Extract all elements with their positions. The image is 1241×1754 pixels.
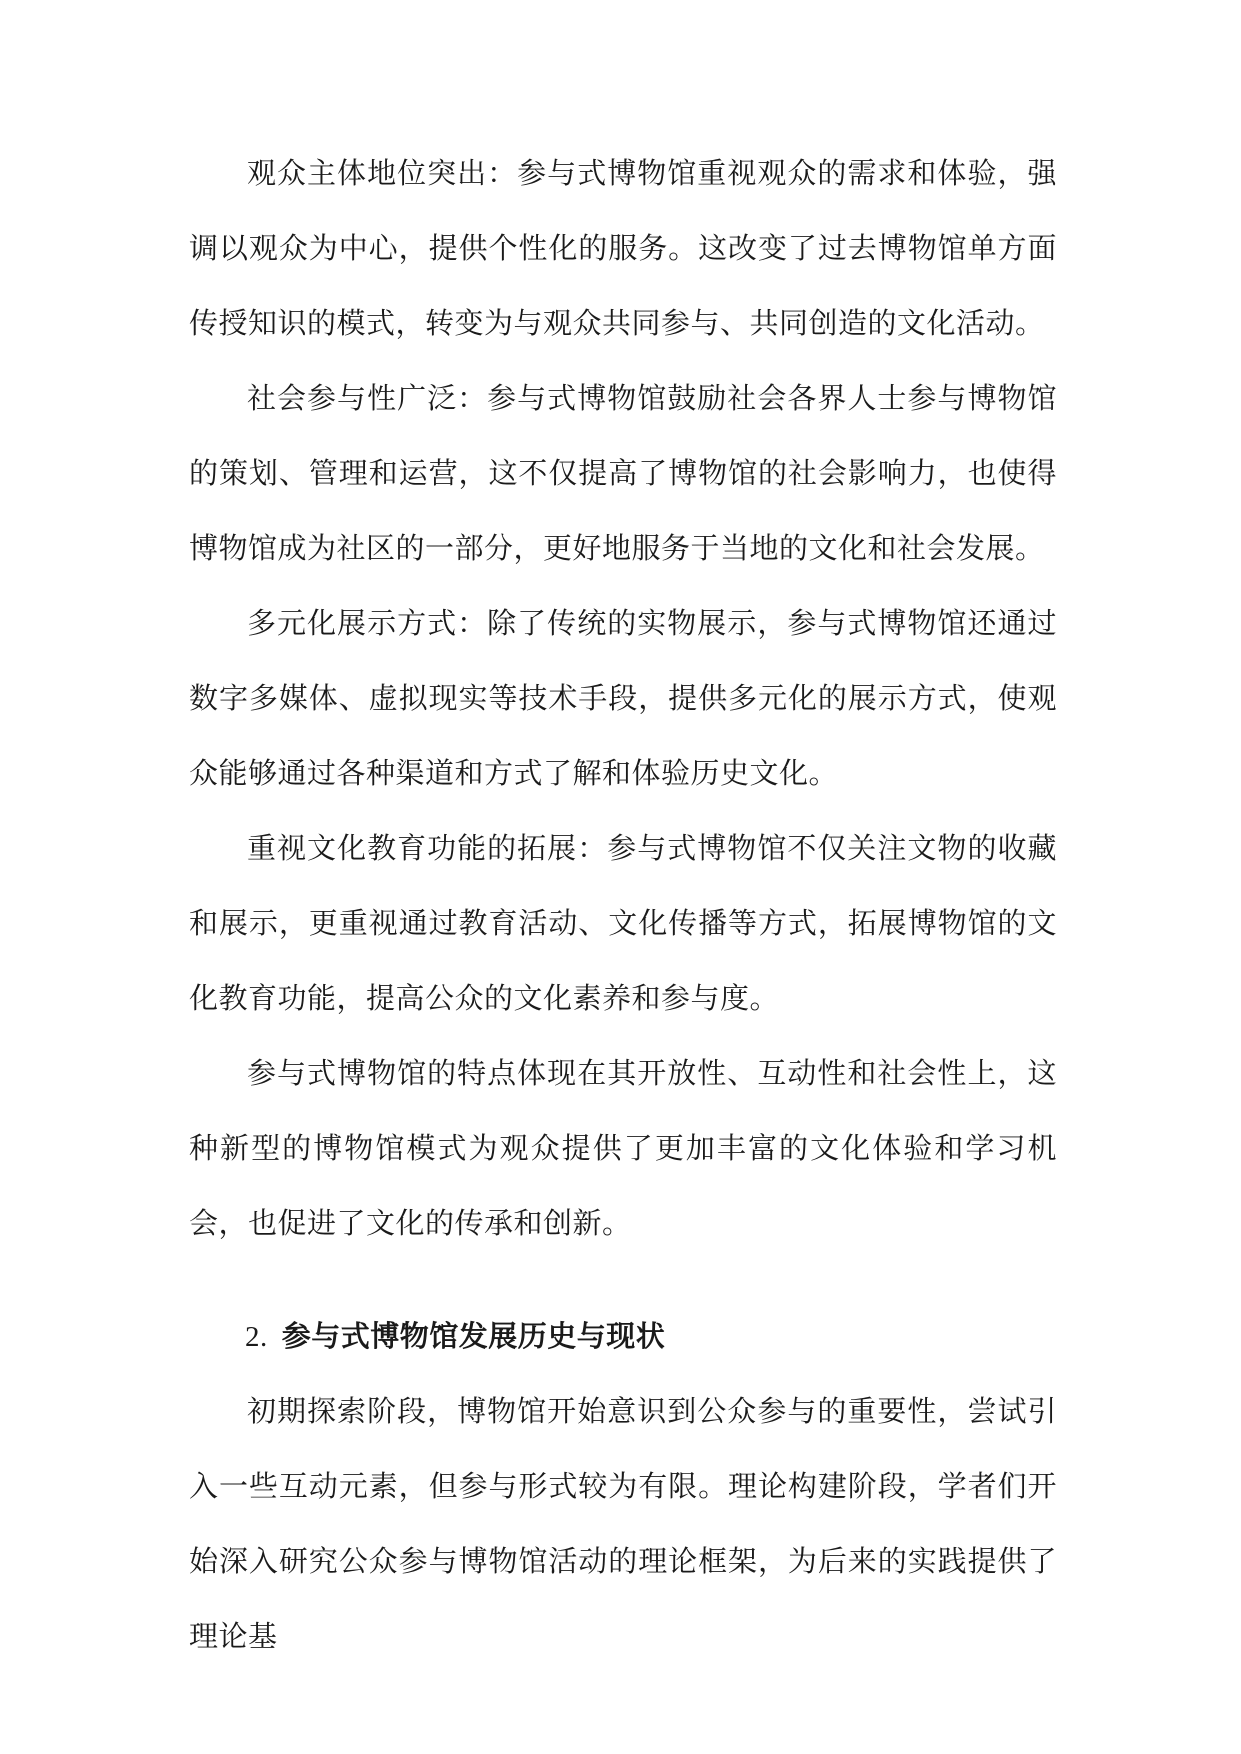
paragraph-diverse-display: 多元化展示方式：除了传统的实物展示，参与式博物馆还通过数字多媒体、虚拟现实等技术手段，提供多元化的展示方式，使观众能够通过各种渠道和方式了解和体验历史文化。 [189, 606, 1057, 790]
paragraph-history-stages: 初期探索阶段，博物馆开始意识到公众参与的重要性，尝试引入一些互动元素，但参与形式较为有限。理论构建阶段，学者们开始深入研究公众参与博物馆活动的理论框架，为后来的实践提供了理论基 [189, 1394, 1057, 1653]
section-heading [245, 1299, 665, 1375]
paragraph-audience-centered: 观众主体地位突出：参与式博物馆重视观众的需求和体验，强调以观众为中心，提供个性化的服务。这改变了过去博物馆单方面传授知识的模式，转变为与观众共同参与、共同创造的文化活动。 [189, 156, 1057, 340]
section-number: 2. [245, 1321, 268, 1353]
paragraph-social-participation: 社会参与性广泛：参与式博物馆鼓励社会各界人士参与博物馆的策划、管理和运营，这不仅提高了博物馆的社会影响力，也使得博物馆成为社区的一部分，更好地服务于当地的文化和社会发展。 [189, 381, 1057, 565]
section-title: 参与式博物馆发展历史与现状 [281, 1319, 666, 1353]
paragraph-summary: 参与式博物馆的特点体现在其开放性、互动性和社会性上，这种新型的博物馆模式为观众提供了更加丰富的文化体验和学习机会，也促进了文化的传承和创新。 [189, 1056, 1057, 1240]
paragraph-education-function: 重视文化教育功能的拓展：参与式博物馆不仅关注文物的收藏和展示，更重视通过教育活动、文化传播等方式，拓展博物馆的文化教育功能，提高公众的文化素养和参与度。 [189, 831, 1057, 1015]
